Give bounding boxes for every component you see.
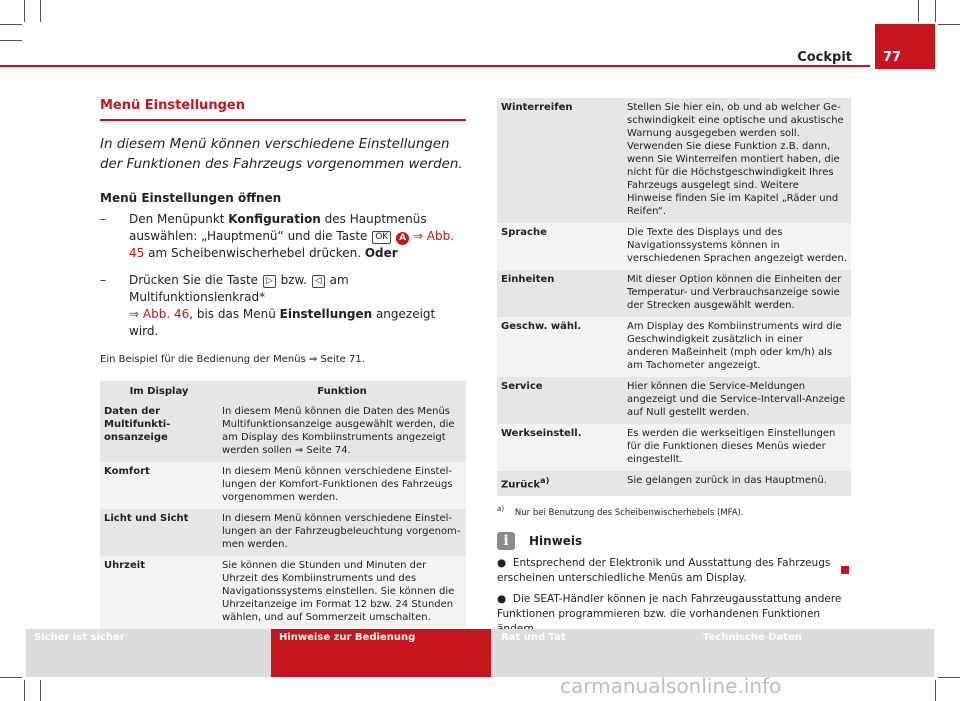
settings-table-continued	[497, 98, 851, 496]
table-key: Licht und Sicht	[100, 509, 218, 556]
figure-ref-link[interactable]: ⇒ Abb. 45	[129, 229, 455, 260]
table-key: Service	[497, 377, 623, 424]
table-key-text: Zurück	[501, 479, 540, 491]
step-text: am Multifunktionslenkrad*	[129, 273, 349, 304]
step-2	[100, 272, 466, 340]
table-row	[100, 402, 466, 462]
hinweis-title: Hinweis	[529, 534, 583, 549]
table-key: Daten der Multifunktionsanzeige	[100, 402, 218, 462]
footer-tab[interactable]: Rat und Tat	[493, 629, 693, 677]
list-item	[497, 556, 851, 586]
step-dash: –	[100, 273, 106, 287]
step-text: Drücken Sie die Taste	[129, 273, 262, 287]
table-row	[497, 317, 851, 377]
table-value: Die Texte des Displays und des Navigationssystems können in verschiedenen Sprachen angezeigt werden.	[623, 223, 851, 270]
step-bold: Oder	[364, 246, 398, 260]
step-bold: Einstellungen	[279, 307, 373, 321]
table-key: Werkseinstell.	[497, 424, 623, 471]
footer-tab-active[interactable]: Hinweise zur Bedienung	[271, 629, 491, 677]
table-key: Einheiten	[497, 270, 623, 317]
example-note: Ein Beispiel für die Bedienung der Menüs ⇒ Seite 71.	[100, 354, 365, 365]
table-value: In diesem Menü können die Daten des Menüs Multifunktionsanzeige ausgewählt werden, die am Display des Kombiinstruments angezeigt werden sollen ⇒ Seite 74.	[218, 402, 466, 462]
ok-key-icon: OK	[372, 231, 391, 244]
table-value: Am Display des Kombiinstruments wird die Geschwindigkeit zusätzlich in einer anderen Maßeinheit (mph oder km/h) als am Tachometer angezeigt.	[623, 317, 851, 377]
table-key: Geschw. wähl.	[497, 317, 623, 377]
step-text: Den Menüpunkt	[129, 212, 229, 226]
table-key: Komfort	[100, 462, 218, 509]
step-text: am Scheibenwischerhebel drücken.	[144, 246, 365, 260]
table-value: Sie können die Stunden und Minuten der Uhrzeit des Kombiinstruments und des Navigationssystems einstellen. Sie können die Uhrzeitanzeige im Format 12 bzw. 24 Stunden wählen, und auf Sommerzeit umschalten.	[218, 556, 466, 629]
footer-nav	[26, 629, 934, 677]
crop-mark	[935, 680, 936, 701]
table-value: Stellen Sie hier ein, ob und ab welcher Geschwindigkeit eine optische und akustische Warnung ausgegeben werden soll. Verwenden Sie diese Funktion z.B. dann, wenn Sie Winterreifen montiert haben, die nicht für die Höchstgeschwindigkeit Ihres Fahrzeugs ausgelegt sind. Weitere Hinweise finden Sie im Kapitel „Räder und Reifen“.	[623, 98, 851, 223]
crop-mark	[0, 40, 22, 41]
crop-mark	[0, 677, 22, 678]
table-value: Hier können die Service-Meldungen angezeigt und die Service-Intervall-Anzeige auf Null gestellt werden.	[623, 377, 851, 424]
header-rule	[0, 65, 870, 67]
crop-mark	[40, 0, 41, 22]
footer-tab[interactable]: Technische Daten	[695, 629, 934, 677]
crop-mark	[938, 677, 960, 678]
table-value: Mit dieser Option können die Einheiten der Temperatur- und Verbrauchsanzeige sowie der Strecken ausgewählt werden.	[623, 270, 851, 317]
figure-ref-link[interactable]: ⇒ Abb. 46	[129, 307, 190, 321]
table-row	[100, 556, 466, 629]
settings-table	[100, 381, 466, 629]
bullet-icon: ●	[497, 593, 507, 606]
watermark: carmanualsonline.info	[560, 674, 782, 698]
step-1	[100, 211, 466, 262]
table-key	[497, 471, 623, 496]
table-key: Winterreifen	[497, 98, 623, 223]
step-text: bzw.	[276, 273, 311, 287]
footer-tab[interactable]: Sicher ist sicher	[26, 629, 269, 677]
crop-mark	[40, 680, 41, 701]
footnote-text: Nur bei Benutzung des Scheibenwischerhebels (MFA).	[514, 508, 744, 519]
table-value: In diesem Menü können verschiedene Einstellungen an der Fahrzeugbeleuchtung vorgenommen werden.	[218, 509, 466, 556]
section-end-marker	[841, 566, 849, 574]
table-value: In diesem Menü können verschiedene Einstellungen der Komfort-Funktionen des Fahrzeugs vorgenommen werden.	[218, 462, 466, 509]
crop-mark	[24, 680, 25, 701]
table-header: Funktion	[218, 381, 466, 402]
left-column	[100, 98, 466, 629]
hinweis-text: Die SEAT-Händler können je nach Fahrzeugausstattung andere Funktionen programmieren bzw. die vorhandenen Funktionen	[497, 593, 842, 621]
right-column	[497, 98, 851, 673]
footnote-marker: a)	[540, 475, 550, 485]
hinweis-text: Entsprechend der Elektronik und Ausstattung des Fahrzeugs erscheinen unterschiedliche Menüs am Display.	[497, 557, 831, 585]
table-key: Sprache	[497, 223, 623, 270]
table-key: Uhrzeit	[100, 556, 218, 629]
crop-mark	[935, 0, 936, 22]
crop-mark	[24, 0, 25, 22]
page-number: 77	[875, 24, 935, 69]
crop-mark	[918, 0, 919, 22]
hinweis-header	[497, 532, 851, 550]
table-header-row	[100, 381, 466, 402]
table-row	[497, 424, 851, 471]
section-title: Menü Einstellungen	[100, 98, 466, 121]
step-text: des Hauptmenüs auswählen: „Hauptmenü“ und die Taste	[129, 212, 427, 243]
crop-mark	[938, 24, 960, 25]
table-value: Sie gelangen zurück in das Hauptmenü.	[623, 471, 851, 496]
info-icon: i	[497, 532, 515, 550]
table-row	[100, 462, 466, 509]
footnote-marker: a)	[497, 504, 505, 514]
prev-key-icon: ◁	[312, 275, 325, 288]
subsection-title: Menü Einstellungen öffnen	[100, 191, 282, 205]
step-text: angezeigt wird.	[129, 307, 436, 338]
table-row	[497, 471, 851, 496]
a-key-icon: A	[396, 232, 409, 245]
table-row	[100, 509, 466, 556]
crop-mark	[0, 24, 22, 25]
page-title: Cockpit	[797, 50, 852, 65]
next-key-icon: ▷	[263, 275, 276, 288]
table-row	[497, 377, 851, 424]
table-row	[497, 223, 851, 270]
step-dash: –	[100, 212, 106, 226]
table-header: Im Display	[100, 381, 218, 402]
intro-text: In diesem Menü können verschiedene Einstellungen der Funktionen des Fahrzeugs vorgenommen werden.	[100, 137, 463, 172]
step-text: , bis das Menü	[189, 307, 280, 321]
table-value: Es werden die werkseitigen Einstellungen für die Funktionen dieses Menüs wieder eingestellt.	[623, 424, 851, 471]
table-row	[497, 270, 851, 317]
bullet-icon: ●	[497, 557, 507, 570]
step-bold: Konfiguration	[228, 212, 321, 226]
table-row	[497, 98, 851, 223]
footnote	[497, 504, 851, 518]
